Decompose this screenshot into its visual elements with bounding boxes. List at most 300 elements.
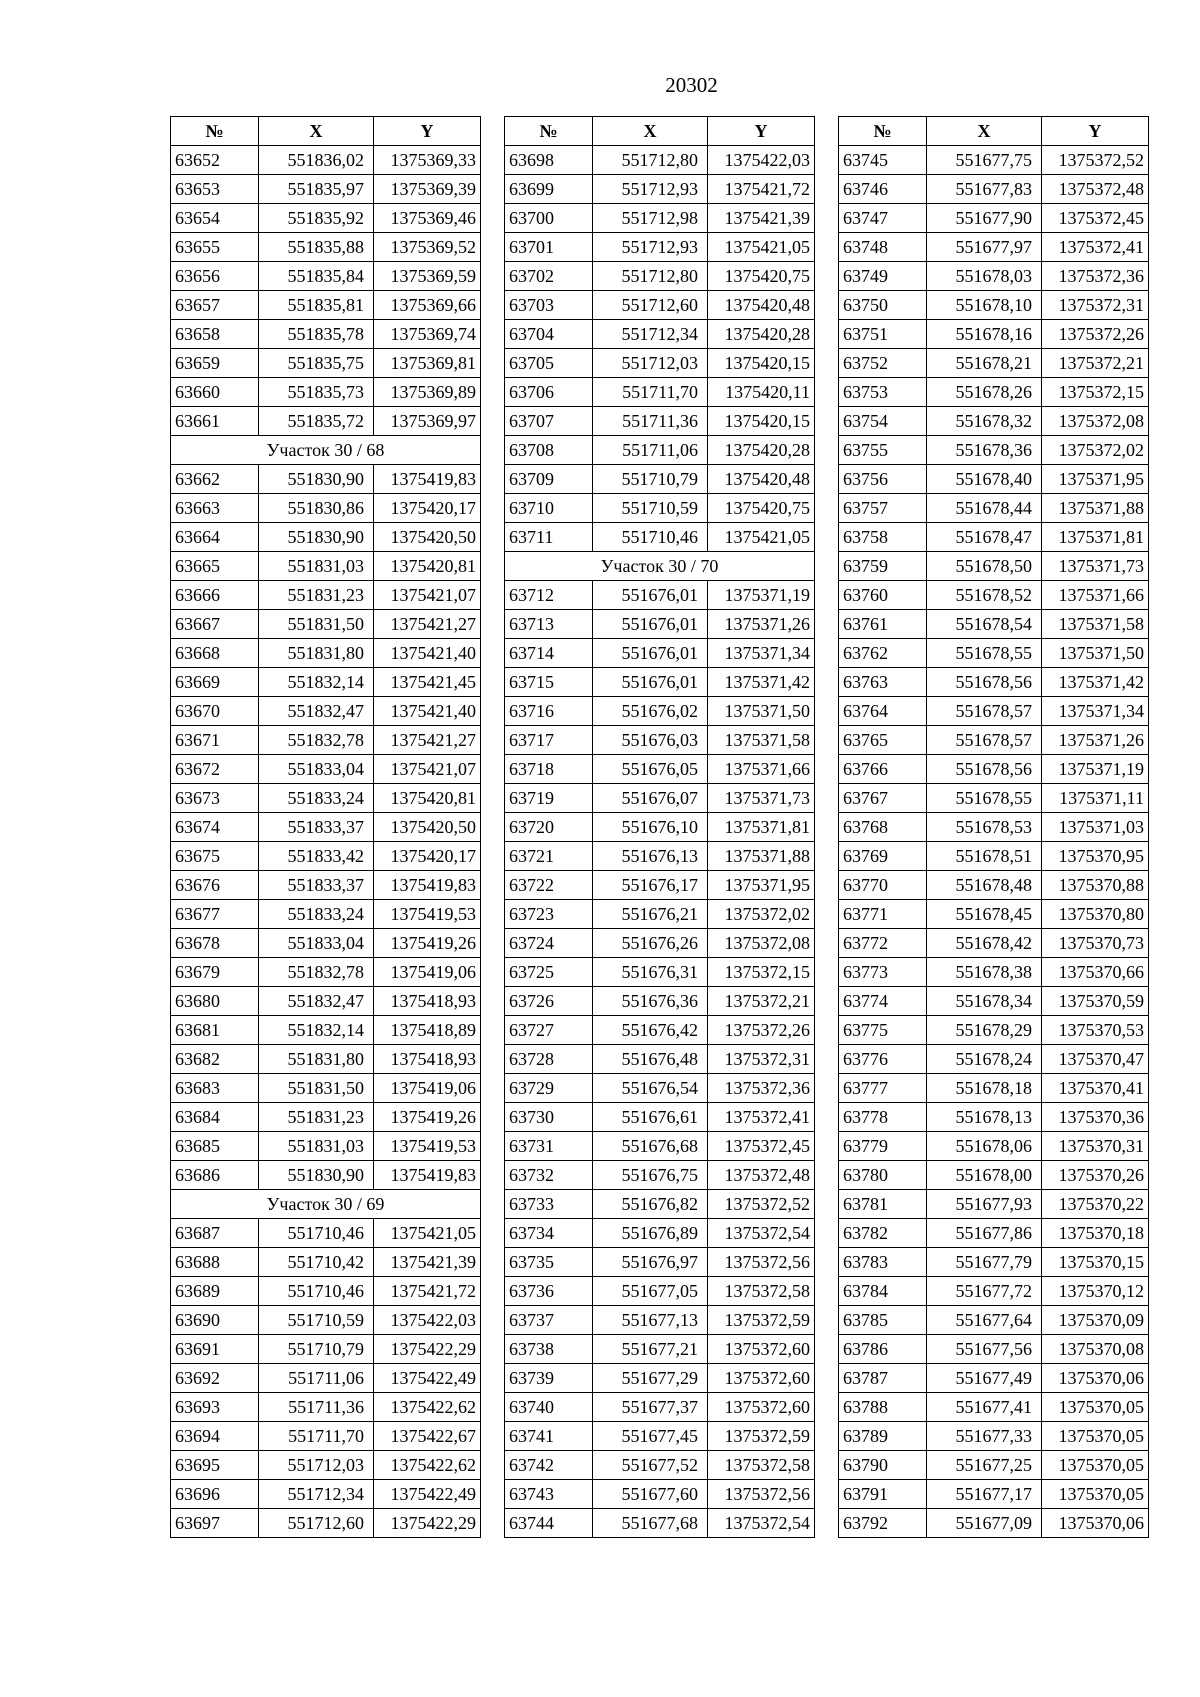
- y-coordinate: 1375419,53: [374, 900, 481, 929]
- x-coordinate: 551678,56: [927, 668, 1042, 697]
- header-y: Y: [1042, 117, 1149, 146]
- table-row: [505, 378, 815, 407]
- x-coordinate: 551833,24: [259, 784, 374, 813]
- point-number: 63737: [505, 1306, 593, 1335]
- point-number: 63736: [505, 1277, 593, 1306]
- table-row: [171, 1045, 481, 1074]
- x-coordinate: 551835,73: [259, 378, 374, 407]
- x-coordinate: 551676,31: [593, 958, 708, 987]
- y-coordinate: 1375422,67: [374, 1422, 481, 1451]
- x-coordinate: 551830,90: [259, 523, 374, 552]
- x-coordinate: 551678,32: [927, 407, 1042, 436]
- x-coordinate: 551832,14: [259, 1016, 374, 1045]
- point-number: 63734: [505, 1219, 593, 1248]
- x-coordinate: 551835,97: [259, 175, 374, 204]
- x-coordinate: 551677,83: [927, 175, 1042, 204]
- y-coordinate: 1375421,07: [374, 755, 481, 784]
- y-coordinate: 1375420,17: [374, 494, 481, 523]
- y-coordinate: 1375422,03: [374, 1306, 481, 1335]
- table-row: [505, 1074, 815, 1103]
- table-row: [505, 1480, 815, 1509]
- y-coordinate: 1375372,56: [708, 1480, 815, 1509]
- x-coordinate: 551712,80: [593, 262, 708, 291]
- x-coordinate: 551676,42: [593, 1016, 708, 1045]
- table-row: [171, 581, 481, 610]
- point-number: 63704: [505, 320, 593, 349]
- table-row: [505, 494, 815, 523]
- x-coordinate: 551678,21: [927, 349, 1042, 378]
- y-coordinate: 1375372,56: [708, 1248, 815, 1277]
- y-coordinate: 1375421,27: [374, 610, 481, 639]
- point-number: 63744: [505, 1509, 593, 1538]
- y-coordinate: 1375421,45: [374, 668, 481, 697]
- x-coordinate: 551678,53: [927, 813, 1042, 842]
- point-number: 63681: [171, 1016, 259, 1045]
- y-coordinate: 1375421,39: [374, 1248, 481, 1277]
- x-coordinate: 551711,70: [259, 1422, 374, 1451]
- x-coordinate: 551678,10: [927, 291, 1042, 320]
- point-number: 63767: [839, 784, 927, 813]
- point-number: 63778: [839, 1103, 927, 1132]
- table-row: [505, 668, 815, 697]
- y-coordinate: 1375422,62: [374, 1451, 481, 1480]
- y-coordinate: 1375369,33: [374, 146, 481, 175]
- x-coordinate: 551676,01: [593, 639, 708, 668]
- x-coordinate: 551835,92: [259, 204, 374, 233]
- table-row: [505, 1393, 815, 1422]
- x-coordinate: 551836,02: [259, 146, 374, 175]
- table-row: [839, 1132, 1149, 1161]
- table-row: [171, 407, 481, 436]
- x-coordinate: 551678,13: [927, 1103, 1042, 1132]
- y-coordinate: 1375372,60: [708, 1335, 815, 1364]
- point-number: 63748: [839, 233, 927, 262]
- x-coordinate: 551678,57: [927, 697, 1042, 726]
- point-number: 63735: [505, 1248, 593, 1277]
- y-coordinate: 1375372,36: [708, 1074, 815, 1103]
- point-number: 63676: [171, 871, 259, 900]
- table-row: [505, 349, 815, 378]
- table-row: [171, 1103, 481, 1132]
- table-row: [839, 1364, 1149, 1393]
- y-coordinate: 1375369,52: [374, 233, 481, 262]
- x-coordinate: 551677,64: [927, 1306, 1042, 1335]
- y-coordinate: 1375372,59: [708, 1422, 815, 1451]
- x-coordinate: 551678,29: [927, 1016, 1042, 1045]
- x-coordinate: 551678,16: [927, 320, 1042, 349]
- point-number: 63694: [171, 1422, 259, 1451]
- section-row: [171, 1190, 481, 1219]
- table-row: [839, 581, 1149, 610]
- coordinates-table-2: [504, 116, 815, 1538]
- point-number: 63689: [171, 1277, 259, 1306]
- header-y: Y: [708, 117, 815, 146]
- y-coordinate: 1375422,49: [374, 1364, 481, 1393]
- x-coordinate: 551830,90: [259, 1161, 374, 1190]
- table-header-row: [505, 117, 815, 146]
- x-coordinate: 551678,03: [927, 262, 1042, 291]
- point-number: 63740: [505, 1393, 593, 1422]
- y-coordinate: 1375370,36: [1042, 1103, 1149, 1132]
- x-coordinate: 551711,06: [593, 436, 708, 465]
- y-coordinate: 1375420,17: [374, 842, 481, 871]
- table-row: [839, 146, 1149, 175]
- table-row: [839, 465, 1149, 494]
- y-coordinate: 1375420,50: [374, 813, 481, 842]
- x-coordinate: 551677,09: [927, 1509, 1042, 1538]
- point-number: 63765: [839, 726, 927, 755]
- y-coordinate: 1375371,81: [1042, 523, 1149, 552]
- point-number: 63721: [505, 842, 593, 871]
- y-coordinate: 1375371,66: [1042, 581, 1149, 610]
- x-coordinate: 551678,45: [927, 900, 1042, 929]
- table-row: [839, 1277, 1149, 1306]
- x-coordinate: 551833,04: [259, 929, 374, 958]
- point-number: 63725: [505, 958, 593, 987]
- y-coordinate: 1375371,50: [708, 697, 815, 726]
- x-coordinate: 551677,21: [593, 1335, 708, 1364]
- point-number: 63709: [505, 465, 593, 494]
- y-coordinate: 1375370,09: [1042, 1306, 1149, 1335]
- point-number: 63746: [839, 175, 927, 204]
- point-number: 63692: [171, 1364, 259, 1393]
- table-row: [171, 1016, 481, 1045]
- x-coordinate: 551678,38: [927, 958, 1042, 987]
- y-coordinate: 1375371,42: [1042, 668, 1149, 697]
- point-number: 63702: [505, 262, 593, 291]
- table-row: [839, 1480, 1149, 1509]
- table-row: [505, 900, 815, 929]
- point-number: 63750: [839, 291, 927, 320]
- point-number: 63670: [171, 697, 259, 726]
- x-coordinate: 551831,03: [259, 552, 374, 581]
- x-coordinate: 551678,48: [927, 871, 1042, 900]
- point-number: 63693: [171, 1393, 259, 1422]
- point-number: 63701: [505, 233, 593, 262]
- table-row: [505, 1132, 815, 1161]
- x-coordinate: 551835,72: [259, 407, 374, 436]
- x-coordinate: 551676,68: [593, 1132, 708, 1161]
- x-coordinate: 551711,36: [593, 407, 708, 436]
- point-number: 63699: [505, 175, 593, 204]
- x-coordinate: 551676,13: [593, 842, 708, 871]
- point-number: 63679: [171, 958, 259, 987]
- point-number: 63714: [505, 639, 593, 668]
- point-number: 63686: [171, 1161, 259, 1190]
- table-row: [839, 378, 1149, 407]
- table-row: [505, 1103, 815, 1132]
- point-number: 63707: [505, 407, 593, 436]
- table-row: [505, 320, 815, 349]
- table-row: [505, 1335, 815, 1364]
- table-row: [505, 639, 815, 668]
- y-coordinate: 1375419,83: [374, 1161, 481, 1190]
- x-coordinate: 551835,75: [259, 349, 374, 378]
- table-row: [505, 813, 815, 842]
- y-coordinate: 1375422,29: [374, 1509, 481, 1538]
- point-number: 63673: [171, 784, 259, 813]
- y-coordinate: 1375369,66: [374, 291, 481, 320]
- table-row: [171, 320, 481, 349]
- point-number: 63657: [171, 291, 259, 320]
- table-row: [171, 1364, 481, 1393]
- table-row: [839, 1422, 1149, 1451]
- y-coordinate: 1375370,05: [1042, 1393, 1149, 1422]
- table-row: [171, 1248, 481, 1277]
- x-coordinate: 551712,03: [259, 1451, 374, 1480]
- point-number: 63687: [171, 1219, 259, 1248]
- header-x: X: [927, 117, 1042, 146]
- y-coordinate: 1375421,40: [374, 639, 481, 668]
- table-row: [171, 1219, 481, 1248]
- table-row: [171, 1480, 481, 1509]
- x-coordinate: 551830,90: [259, 465, 374, 494]
- x-coordinate: 551710,79: [259, 1335, 374, 1364]
- y-coordinate: 1375370,05: [1042, 1480, 1149, 1509]
- point-number: 63760: [839, 581, 927, 610]
- table-row: [171, 523, 481, 552]
- table-row: [505, 1248, 815, 1277]
- point-number: 63764: [839, 697, 927, 726]
- table-row: [171, 233, 481, 262]
- point-number: 63696: [171, 1480, 259, 1509]
- table-row: [171, 494, 481, 523]
- x-coordinate: 551832,47: [259, 697, 374, 726]
- y-coordinate: 1375420,15: [708, 407, 815, 436]
- point-number: 63691: [171, 1335, 259, 1364]
- y-coordinate: 1375422,03: [708, 146, 815, 175]
- x-coordinate: 551677,52: [593, 1451, 708, 1480]
- point-number: 63718: [505, 755, 593, 784]
- y-coordinate: 1375372,52: [708, 1190, 815, 1219]
- point-number: 63726: [505, 987, 593, 1016]
- x-coordinate: 551711,06: [259, 1364, 374, 1393]
- y-coordinate: 1375369,97: [374, 407, 481, 436]
- y-coordinate: 1375372,58: [708, 1277, 815, 1306]
- y-coordinate: 1375370,12: [1042, 1277, 1149, 1306]
- point-number: 63697: [171, 1509, 259, 1538]
- table-row: [505, 407, 815, 436]
- table-row: [171, 987, 481, 1016]
- table-row: [171, 726, 481, 755]
- point-number: 63788: [839, 1393, 927, 1422]
- x-coordinate: 551710,46: [259, 1277, 374, 1306]
- x-coordinate: 551712,80: [593, 146, 708, 175]
- table-row: [171, 349, 481, 378]
- table-row: [505, 291, 815, 320]
- y-coordinate: 1375371,19: [708, 581, 815, 610]
- x-coordinate: 551678,26: [927, 378, 1042, 407]
- y-coordinate: 1375419,83: [374, 465, 481, 494]
- y-coordinate: 1375371,58: [708, 726, 815, 755]
- y-coordinate: 1375372,41: [1042, 233, 1149, 262]
- x-coordinate: 551830,86: [259, 494, 374, 523]
- table-row: [505, 204, 815, 233]
- coordinates-table-3: [838, 116, 1149, 1538]
- table-row: [839, 233, 1149, 262]
- point-number: 63655: [171, 233, 259, 262]
- x-coordinate: 551676,07: [593, 784, 708, 813]
- coordinates-table-1: [170, 116, 481, 1538]
- y-coordinate: 1375370,53: [1042, 1016, 1149, 1045]
- y-coordinate: 1375372,31: [708, 1045, 815, 1074]
- point-number: 63738: [505, 1335, 593, 1364]
- x-coordinate: 551678,06: [927, 1132, 1042, 1161]
- x-coordinate: 551678,50: [927, 552, 1042, 581]
- table-row: [171, 1451, 481, 1480]
- x-coordinate: 551833,37: [259, 871, 374, 900]
- x-coordinate: 551677,33: [927, 1422, 1042, 1451]
- x-coordinate: 551712,60: [259, 1509, 374, 1538]
- y-coordinate: 1375420,11: [708, 378, 815, 407]
- point-number: 63713: [505, 610, 593, 639]
- point-number: 63717: [505, 726, 593, 755]
- y-coordinate: 1375372,26: [1042, 320, 1149, 349]
- y-coordinate: 1375371,58: [1042, 610, 1149, 639]
- y-coordinate: 1375371,19: [1042, 755, 1149, 784]
- table-row: [505, 233, 815, 262]
- section-label: Участок 30 / 70: [505, 552, 815, 581]
- point-number: 63685: [171, 1132, 259, 1161]
- x-coordinate: 551677,17: [927, 1480, 1042, 1509]
- x-coordinate: 551677,93: [927, 1190, 1042, 1219]
- y-coordinate: 1375372,54: [708, 1509, 815, 1538]
- point-number: 63752: [839, 349, 927, 378]
- x-coordinate: 551676,05: [593, 755, 708, 784]
- table-row: [505, 1364, 815, 1393]
- point-number: 63716: [505, 697, 593, 726]
- x-coordinate: 551835,88: [259, 233, 374, 262]
- y-coordinate: 1375372,58: [708, 1451, 815, 1480]
- point-number: 63719: [505, 784, 593, 813]
- point-number: 63786: [839, 1335, 927, 1364]
- x-coordinate: 551835,81: [259, 291, 374, 320]
- y-coordinate: 1375370,06: [1042, 1364, 1149, 1393]
- point-number: 63700: [505, 204, 593, 233]
- x-coordinate: 551676,36: [593, 987, 708, 1016]
- table-row: [505, 987, 815, 1016]
- table-row: [505, 1016, 815, 1045]
- x-coordinate: 551676,48: [593, 1045, 708, 1074]
- point-number: 63723: [505, 900, 593, 929]
- y-coordinate: 1375371,66: [708, 755, 815, 784]
- table-row: [171, 291, 481, 320]
- x-coordinate: 551712,98: [593, 204, 708, 233]
- table-row: [505, 1509, 815, 1538]
- point-number: 63720: [505, 813, 593, 842]
- point-number: 63743: [505, 1480, 593, 1509]
- y-coordinate: 1375372,60: [708, 1393, 815, 1422]
- x-coordinate: 551678,18: [927, 1074, 1042, 1103]
- x-coordinate: 551676,21: [593, 900, 708, 929]
- x-coordinate: 551712,93: [593, 233, 708, 262]
- y-coordinate: 1375372,15: [708, 958, 815, 987]
- point-number: 63781: [839, 1190, 927, 1219]
- table-row: [839, 697, 1149, 726]
- x-coordinate: 551831,80: [259, 1045, 374, 1074]
- y-coordinate: 1375420,75: [708, 262, 815, 291]
- x-coordinate: 551832,78: [259, 958, 374, 987]
- table-row: [839, 552, 1149, 581]
- table-row: [839, 929, 1149, 958]
- header-number: №: [505, 117, 593, 146]
- y-coordinate: 1375371,11: [1042, 784, 1149, 813]
- point-number: 63756: [839, 465, 927, 494]
- x-coordinate: 551677,25: [927, 1451, 1042, 1480]
- point-number: 63705: [505, 349, 593, 378]
- point-number: 63789: [839, 1422, 927, 1451]
- table-row: [171, 1306, 481, 1335]
- y-coordinate: 1375371,26: [708, 610, 815, 639]
- point-number: 63724: [505, 929, 593, 958]
- point-number: 63712: [505, 581, 593, 610]
- x-coordinate: 551676,03: [593, 726, 708, 755]
- table-row: [171, 1132, 481, 1161]
- point-number: 63660: [171, 378, 259, 407]
- point-number: 63727: [505, 1016, 593, 1045]
- x-coordinate: 551676,75: [593, 1161, 708, 1190]
- table-row: [839, 1248, 1149, 1277]
- point-number: 63680: [171, 987, 259, 1016]
- point-number: 63674: [171, 813, 259, 842]
- point-number: 63711: [505, 523, 593, 552]
- y-coordinate: 1375371,42: [708, 668, 815, 697]
- x-coordinate: 551835,78: [259, 320, 374, 349]
- point-number: 63669: [171, 668, 259, 697]
- table-row: [171, 262, 481, 291]
- x-coordinate: 551678,44: [927, 494, 1042, 523]
- point-number: 63730: [505, 1103, 593, 1132]
- point-number: 63715: [505, 668, 593, 697]
- x-coordinate: 551712,03: [593, 349, 708, 378]
- table-row: [839, 291, 1149, 320]
- point-number: 63658: [171, 320, 259, 349]
- table-row: [839, 1074, 1149, 1103]
- x-coordinate: 551676,10: [593, 813, 708, 842]
- table-row: [505, 436, 815, 465]
- point-number: 63728: [505, 1045, 593, 1074]
- x-coordinate: 551676,01: [593, 610, 708, 639]
- y-coordinate: 1375421,05: [708, 523, 815, 552]
- point-number: 63653: [171, 175, 259, 204]
- point-number: 63787: [839, 1364, 927, 1393]
- x-coordinate: 551712,34: [593, 320, 708, 349]
- table-row: [505, 1422, 815, 1451]
- point-number: 63733: [505, 1190, 593, 1219]
- x-coordinate: 551676,26: [593, 929, 708, 958]
- table-row: [839, 1306, 1149, 1335]
- point-number: 63792: [839, 1509, 927, 1538]
- y-coordinate: 1375420,48: [708, 465, 815, 494]
- point-number: 63772: [839, 929, 927, 958]
- table-row: [171, 900, 481, 929]
- point-number: 63774: [839, 987, 927, 1016]
- point-number: 63741: [505, 1422, 593, 1451]
- section-label: Участок 30 / 69: [171, 1190, 481, 1219]
- y-coordinate: 1375421,27: [374, 726, 481, 755]
- y-coordinate: 1375371,95: [1042, 465, 1149, 494]
- x-coordinate: 551678,36: [927, 436, 1042, 465]
- x-coordinate: 551831,23: [259, 1103, 374, 1132]
- y-coordinate: 1375369,89: [374, 378, 481, 407]
- table-row: [839, 1016, 1149, 1045]
- point-number: 63663: [171, 494, 259, 523]
- table-row: [171, 552, 481, 581]
- y-coordinate: 1375369,59: [374, 262, 481, 291]
- point-number: 63706: [505, 378, 593, 407]
- point-number: 63671: [171, 726, 259, 755]
- y-coordinate: 1375372,26: [708, 1016, 815, 1045]
